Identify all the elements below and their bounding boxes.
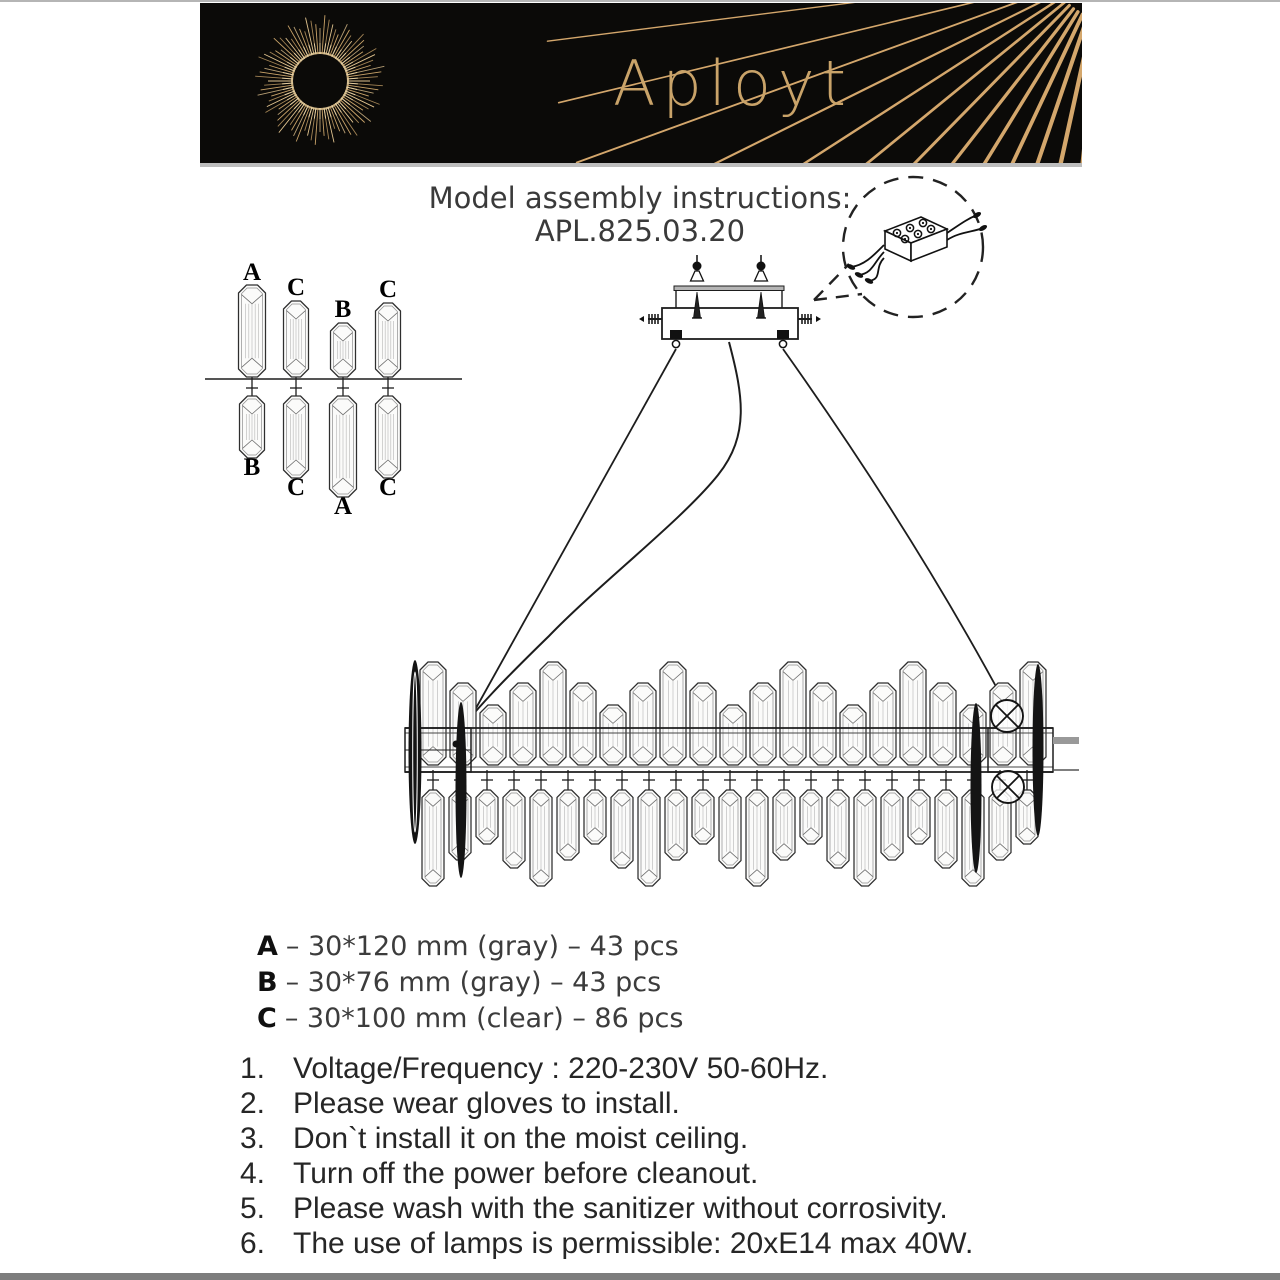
instruction-text: Don`t install it on the moist ceiling. [293, 1122, 749, 1155]
instruction-number: 2. [240, 1087, 266, 1120]
parts-list-item [257, 929, 683, 965]
part-spec: – 30*120 mm (gray) – 43 pcs [285, 931, 679, 962]
ceiling-mount-drawing [639, 255, 821, 348]
instruction-number: 4. [240, 1157, 266, 1190]
parts-list-item [257, 1001, 683, 1037]
instruction-item [240, 1086, 973, 1121]
size-label-top: C [378, 276, 398, 303]
instruction-text: The use of lamps is permissible: 20xE14 max 40W. [293, 1227, 974, 1260]
instruction-item [240, 1156, 973, 1191]
part-key: A [257, 931, 278, 962]
instructions-list [240, 1051, 973, 1261]
part-spec: – 30*76 mm (gray) – 43 pcs [285, 967, 662, 998]
size-label-bottom: B [243, 454, 261, 481]
screw-cross-icon [992, 771, 1024, 803]
page-title: Model assembly instructions: [428, 181, 852, 215]
parts-list [257, 929, 683, 1037]
part-key: C [257, 1003, 277, 1034]
screw-cross-icon [991, 700, 1023, 732]
instruction-text: Turn off the power before cleanout. [293, 1157, 759, 1190]
page-edge-bottom [0, 1273, 1280, 1280]
parts-list-item [257, 965, 683, 1001]
part-spec: – 30*100 mm (clear) – 86 pcs [284, 1003, 684, 1034]
instruction-text: Please wash with the sanitizer without corrosivity. [293, 1192, 948, 1225]
instruction-number: 1. [240, 1052, 266, 1085]
instruction-number: 5. [240, 1192, 266, 1225]
instruction-text: Please wear gloves to install. [293, 1087, 680, 1120]
size-label-bottom: C [286, 474, 306, 501]
wiring-detail-balloon [814, 177, 988, 317]
size-label-bottom: C [378, 474, 398, 501]
model-code: APL.825.03.20 [534, 214, 746, 248]
crystal-size-diagram [205, 259, 462, 520]
instruction-item [240, 1226, 973, 1261]
brand-logotype: Aployt [613, 47, 853, 120]
size-label-bottom: A [333, 493, 353, 520]
instruction-number: 6. [240, 1227, 266, 1260]
size-label-top: B [334, 296, 352, 323]
instruction-item [240, 1191, 973, 1226]
part-key: B [257, 967, 278, 998]
instruction-text: Voltage/Frequency : 220-230V 50-60Hz. [293, 1052, 829, 1085]
size-label-top: A [242, 259, 262, 286]
instruction-item [240, 1121, 973, 1156]
instruction-number: 3. [240, 1122, 266, 1155]
terminal-block-icon [846, 211, 988, 285]
chandelier-drawing [405, 660, 1079, 886]
instruction-item [240, 1051, 973, 1086]
size-label-top: C [286, 274, 306, 301]
